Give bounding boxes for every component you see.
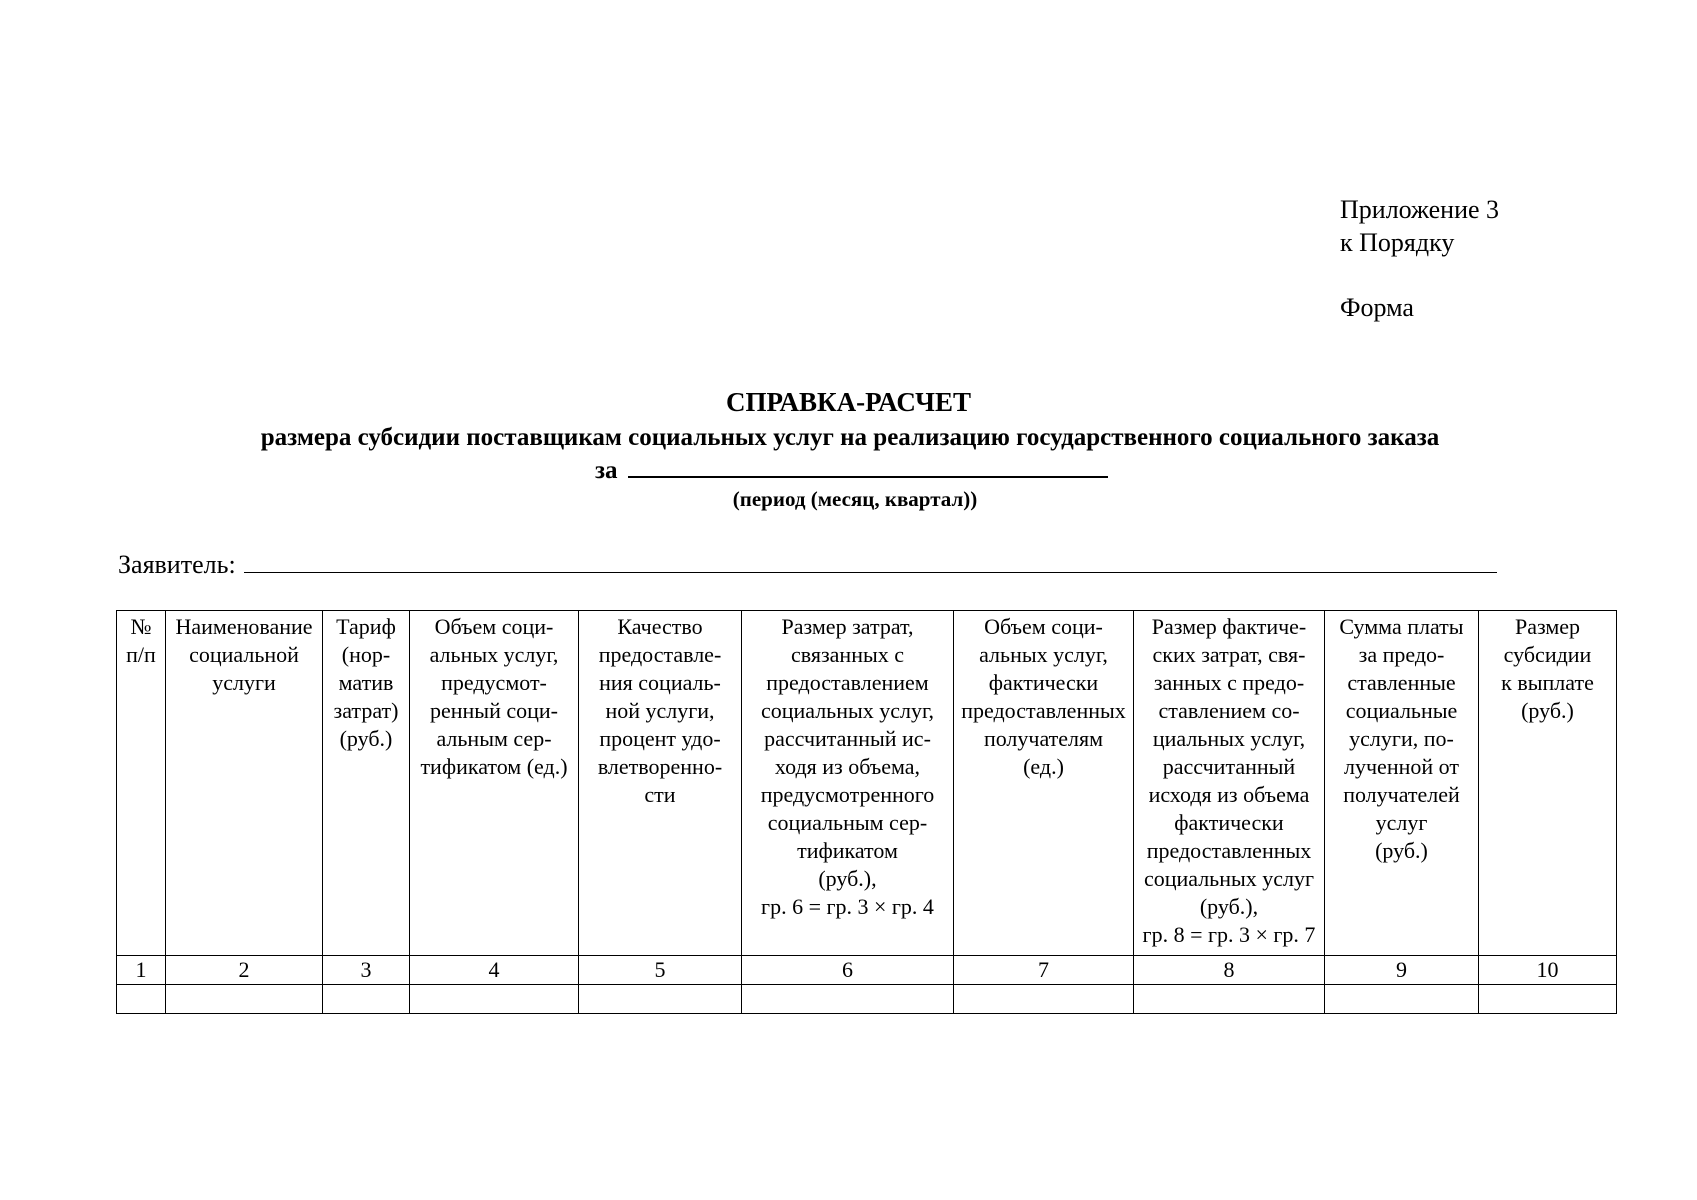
- applicant-label: Заявитель:: [118, 550, 236, 579]
- column-number-cell: 3: [323, 956, 410, 985]
- column-number-cell: 4: [410, 956, 579, 985]
- period-prefix: за: [595, 457, 618, 484]
- header-cell-service-name: Наименование социальной услуги: [166, 611, 323, 956]
- applicant-blank-field[interactable]: [244, 544, 1497, 573]
- header-cell-quality: Качество предоставле- ния социаль- ной услуги, процент удо- влетворенно- сти: [579, 611, 742, 956]
- appendix-line-2: к Порядку: [1340, 228, 1455, 257]
- appendix-block: [1340, 193, 1499, 324]
- column-number-cell: 5: [579, 956, 742, 985]
- table-row: [117, 985, 1617, 1014]
- column-number-cell: 10: [1479, 956, 1617, 985]
- column-number-cell: 2: [166, 956, 323, 985]
- document-subtitle: размера субсидии поставщикам социальных услуг на реализацию государственного социального заказа: [260, 424, 1440, 451]
- header-cell-certificate-volume: Объем соци- альных услуг, предусмот- ренный соци- альным сер- тификатом (ед.): [410, 611, 579, 956]
- data-cell[interactable]: [117, 985, 166, 1014]
- document-title: СПРАВКА-РАСЧЕТ: [726, 387, 971, 417]
- data-cell[interactable]: [166, 985, 323, 1014]
- data-cell[interactable]: [579, 985, 742, 1014]
- calculation-table: [116, 610, 1617, 1014]
- header-cell-row-number: № п/п: [117, 611, 166, 956]
- table-header-row: [117, 611, 1617, 956]
- header-cell-actual-volume: Объем соци- альных услуг, фактически предоставленных получателям (ед.): [954, 611, 1134, 956]
- column-number-cell: 7: [954, 956, 1134, 985]
- column-number-cell: 8: [1134, 956, 1325, 985]
- header-cell-recipient-payments: Сумма платы за предо- ставленные социальные услуги, по- лученной от получателей услуг (руб.): [1325, 611, 1479, 956]
- appendix-line-1: Приложение 3: [1340, 195, 1500, 224]
- period-blank-field[interactable]: [628, 452, 1108, 478]
- data-cell[interactable]: [323, 985, 410, 1014]
- period-line: [595, 452, 1108, 487]
- column-number-cell: 9: [1325, 956, 1479, 985]
- data-cell[interactable]: [410, 985, 579, 1014]
- header-cell-actual-costs: Размер фактиче- ских затрат, свя- занных с предо- ставлением со- циальных услуг, рассчитанный исходя из объема фактически предоставленных социальных услуг (руб.), гр. 8 = гр. 3 × гр. 7: [1134, 611, 1325, 956]
- form-label: Форма: [1340, 293, 1414, 322]
- header-cell-subsidy-amount: Размер субсидии к выплате (руб.): [1479, 611, 1617, 956]
- period-hint: (период (месяц, квартал)): [732, 487, 978, 511]
- data-cell[interactable]: [954, 985, 1134, 1014]
- data-cell[interactable]: [1134, 985, 1325, 1014]
- data-cell[interactable]: [1325, 985, 1479, 1014]
- column-number-row: [117, 956, 1617, 985]
- data-cell[interactable]: [742, 985, 954, 1014]
- data-cell[interactable]: [1479, 985, 1617, 1014]
- header-cell-certificate-costs: Размер затрат, связанных с предоставлением социальных услуг, рассчитанный ис- ходя из объема, предусмотренного социальным сер- тификатом (руб.), гр. 6 = гр. 3 × гр. 4: [742, 611, 954, 956]
- applicant-line: [118, 544, 1497, 581]
- header-cell-tariff: Тариф (нор- матив затрат) (руб.): [323, 611, 410, 956]
- column-number-cell: 1: [117, 956, 166, 985]
- column-number-cell: 6: [742, 956, 954, 985]
